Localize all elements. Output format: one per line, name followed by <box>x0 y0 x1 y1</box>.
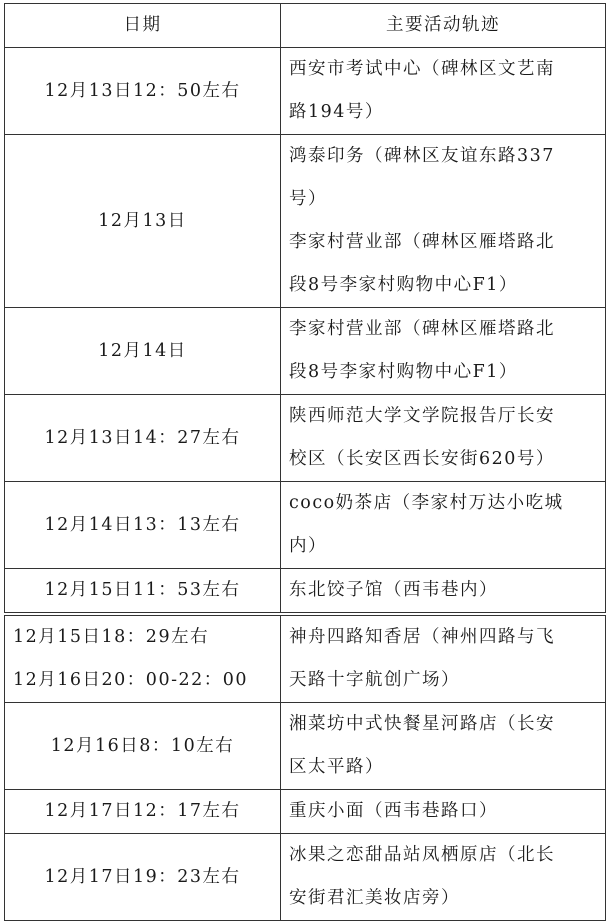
date-cell <box>5 135 281 308</box>
header-date: 日期 <box>5 4 281 48</box>
track-text: 冰果之恋甜品站凤栖原店（北长 <box>289 845 555 865</box>
track-cell <box>281 703 606 790</box>
date-text: 12月15日11：53左右 <box>44 580 241 600</box>
date-cell <box>5 834 281 921</box>
date-text: 12月13日12：50左右 <box>44 80 241 101</box>
date-cell <box>5 395 281 482</box>
date-text: 12月13日 <box>98 210 187 231</box>
track-text: 校区（长安区西长安街620号） <box>289 449 555 469</box>
date-text: 12月14日13：13左右 <box>44 514 241 535</box>
table-row <box>5 834 606 921</box>
track-text: 段8号李家村购物中心F1） <box>289 275 518 295</box>
date-text: 12月17日19：23左右 <box>44 866 241 887</box>
table-header-row <box>5 4 606 48</box>
date-text: 12月13日14：27左右 <box>44 427 241 448</box>
track-text: 李家村营业部（碑林区雁塔路北 <box>289 232 555 252</box>
track-text: 区太平路） <box>289 757 384 777</box>
track-text: 段8号李家村购物中心F1） <box>289 362 518 382</box>
track-text: 陕西师范大学文学院报告厅长安 <box>289 406 555 426</box>
date-text: 12月16日20：00-22：00 <box>13 670 249 690</box>
track-text: 路194号） <box>289 102 384 122</box>
table-row <box>5 135 606 308</box>
track-cell <box>281 616 606 703</box>
track-cell <box>281 790 606 834</box>
date-cell <box>5 569 281 613</box>
track-cell <box>281 48 606 135</box>
date-cell <box>5 703 281 790</box>
date-text: 12月14日 <box>98 340 187 361</box>
track-text: 重庆小面（西韦巷路口） <box>289 801 498 821</box>
track-text: 李家村营业部（碑林区雁塔路北 <box>289 319 555 339</box>
date-cell <box>5 482 281 569</box>
track-text: 号） <box>289 189 327 209</box>
table-row <box>5 790 606 834</box>
track-cell <box>281 135 606 308</box>
track-text: 内） <box>289 536 327 556</box>
table-row <box>5 482 606 569</box>
track-cell <box>281 482 606 569</box>
table-row <box>5 616 606 703</box>
track-text: 湘菜坊中式快餐星河路店（长安 <box>289 714 555 734</box>
date-text: 12月16日8：10左右 <box>50 735 235 756</box>
date-cell <box>5 48 281 135</box>
track-text: 鸿泰印务（碑林区友谊东路337 <box>289 146 555 166</box>
date-cell <box>5 308 281 395</box>
table-row <box>5 703 606 790</box>
activity-table-part-1 <box>4 3 606 613</box>
table-row <box>5 395 606 482</box>
table-row <box>5 308 606 395</box>
date-text: 12月15日18：29左右 <box>13 627 210 647</box>
date-cell <box>5 790 281 834</box>
track-cell <box>281 308 606 395</box>
track-text: 神舟四路知香居（神州四路与飞 <box>289 627 555 647</box>
track-text: 西安市考试中心（碑林区文艺南 <box>289 59 555 79</box>
activity-table-part-2 <box>4 615 606 921</box>
table-row <box>5 48 606 135</box>
track-text: 天路十字航创广场） <box>289 670 460 690</box>
track-cell <box>281 395 606 482</box>
track-text: 安街君汇美妆店旁） <box>289 888 460 908</box>
track-text: coco奶茶店（李家村万达小吃城 <box>289 493 564 513</box>
date-cell <box>5 616 281 703</box>
date-text: 12月17日12：17左右 <box>44 801 241 821</box>
track-cell <box>281 834 606 921</box>
track-text: 东北饺子馆（西韦巷内） <box>289 580 498 600</box>
track-cell <box>281 569 606 613</box>
header-track: 主要活动轨迹 <box>281 4 606 48</box>
table-row <box>5 569 606 613</box>
